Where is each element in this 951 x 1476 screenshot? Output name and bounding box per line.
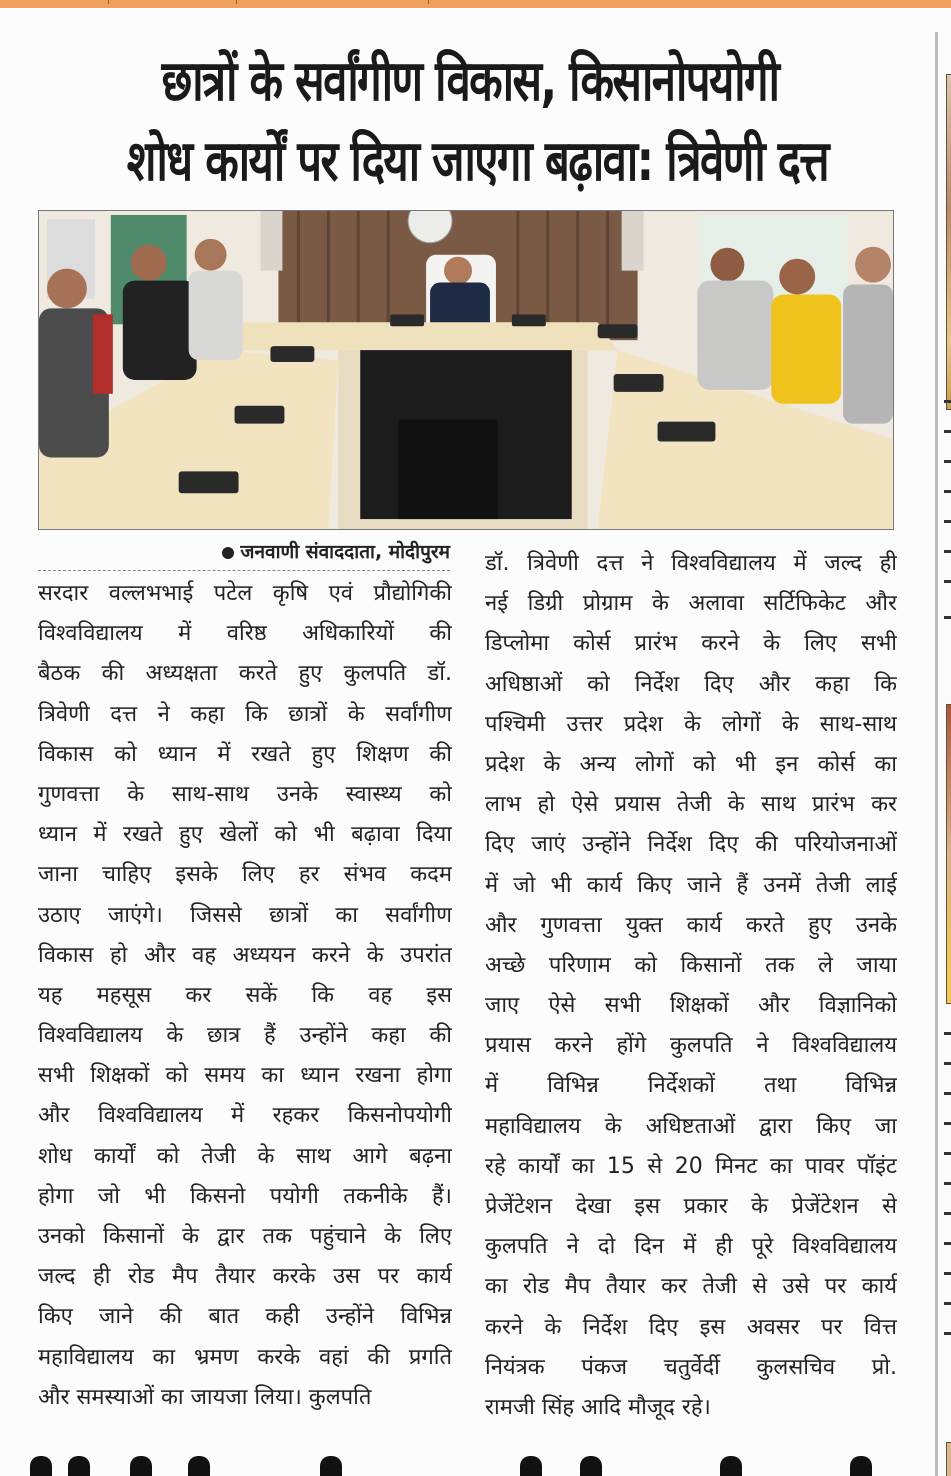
meeting-photo: [38, 210, 894, 530]
headline-line-2: शोध कार्यों पर दिया जाएगा बढ़ावा: त्रिवेणी दत्त: [126, 129, 829, 194]
article-text-line: सभी शिक्षकों को समय का ध्यान रखना होगा: [38, 1063, 452, 1089]
article-text-line: शोध कार्यों को तेजी के साथ आगे बढ़ना: [38, 1143, 452, 1169]
article-text-line: डिप्लोमा कोर्स प्रारंभ करने के लिए सभी: [485, 631, 897, 657]
article-text-line: डॉ. त्रिवेणी दत्त ने विश्वविद्यालय में जल्द ही: [485, 551, 897, 576]
meeting-photo-illustration: [39, 211, 893, 529]
article-text-line: गुणवत्ता के साथ-साथ उनके स्वास्थ्य को: [38, 781, 452, 807]
article-text-line: विकास हो और वह अध्ययन करने के उपरांत: [38, 942, 452, 968]
article-text-line: त्रिवेणी दत्त ने कहा कि छात्रों के सर्वांगीण: [38, 701, 452, 727]
article-text-line: प्रदेश के अन्य लोगों को भी इन कोर्स का: [485, 751, 897, 777]
article-text-line: नई डिग्री प्रोग्राम के अलावा सर्टिफिकेट और: [485, 591, 897, 617]
article-text-line: प्रेजेंटेशन देखा इस प्रकार के प्रेजेंटेशन से: [485, 1194, 897, 1219]
article-text-line: करने के निर्देश दिए इस अवसर पर वित्त: [485, 1314, 897, 1340]
article-text-line: पश्चिमी उत्तर प्रदेश के लोगों के साथ-साथ: [485, 711, 897, 737]
article-text-line: जाए ऐसे सभी शिक्षकों और विज्ञानिको: [485, 993, 897, 1019]
article-text-line: दिए जाएं उन्होंने निर्देश दिए की परियोजनाओं: [485, 832, 897, 858]
byline: [140, 538, 450, 566]
article-text-line: बैठक की अध्यक्षता करते हुए कुलपति डॉ.: [38, 661, 452, 687]
adjacent-article-sliver: [935, 32, 951, 1476]
article-text-line: किए जाने की बात कही उन्होंने विभिन्न: [38, 1304, 452, 1330]
article-column-left: [38, 574, 452, 1418]
article-text-line: में जो भी कार्य किए जाने हैं उनमें तेजी लाई: [485, 872, 897, 898]
next-headline-cutoff: [20, 1446, 900, 1476]
article-text-line: जाना चाहिए इसके लिए हर संभव कदम: [38, 862, 452, 888]
article-text-line: जल्द ही रोड मैप तैयार करके उस पर कार्य: [38, 1264, 452, 1290]
article-text-line: विकास को ध्यान में रखते हुए शिक्षण की: [38, 741, 452, 767]
article-text-line: विश्वविद्यालय में वरिष्ठ अधिकारियों की: [38, 621, 452, 647]
article-text-line: में विभिन्न निर्देशकों तथा विभिन्न: [485, 1073, 897, 1099]
article-text-line: विश्वविद्यालय के छात्र हैं उन्होंने कहा की: [38, 1023, 452, 1049]
byline-divider: [38, 570, 450, 571]
adjacent-photo: [946, 74, 951, 410]
article-text-line: और समस्याओं का जायजा लिया। कुलपति: [38, 1384, 372, 1410]
article-text-line: नियंत्रक पंकज चतुर्वेर्दी कुलसचिव प्रो.: [485, 1354, 897, 1380]
article-column-right: [485, 544, 897, 1428]
article-text-line: प्रयास करने होंगे कुलपति ने विश्वविद्यालय: [485, 1033, 897, 1059]
article-text-line: लाभ हो ऐसे प्रयास तेजी के साथ प्रारंभ कर: [485, 792, 897, 818]
strip-tick: [236, 0, 237, 4]
byline-text: जनवाणी संवाददाता, मोदीपुरम: [240, 541, 450, 563]
article-text-line: अधिष्ठाओं को निर्देश दिए और कहा कि: [485, 671, 897, 697]
article-text-line: और विश्वविद्यालय में रहकर किसनोपयोगी: [38, 1103, 452, 1129]
article-text-line: उठाए जाएंगे। जिससे छात्रों का सर्वांगीण: [38, 902, 452, 928]
article-text-line: यह महसूस कर सकें कि वह इस: [38, 982, 452, 1008]
article-text-line: महाविद्यालय का भ्रमण करके वहां की प्रगति: [38, 1344, 452, 1370]
article-text-line: महाविद्यालय के अधिष्टताओं द्वारा किए जा: [485, 1113, 897, 1139]
article-text-line: उनको किसानों के द्वार तक पहुंचाने के लिए: [38, 1224, 452, 1249]
article-text-line: रामजी सिंह आदि मौजूद रहे।: [485, 1394, 711, 1420]
strip-tick: [428, 0, 429, 4]
article-text-line: कुलपति ने दो दिन में ही पूरे विश्वविद्यालय: [485, 1234, 897, 1260]
page-header-strip: [0, 0, 951, 8]
headline-line-1: छात्रों के सर्वांगीण विकास, किसानोपयोगी: [161, 49, 779, 114]
article-text-line: अच्छे परिणाम को किसानों तक ले जाया: [485, 952, 897, 978]
article-text-line: और गुणवत्ता युक्त कार्य करते हुए उनके: [485, 912, 897, 938]
article-text-line: रहे कार्यों का 15 से 20 मिनट का पावर पॉइंट: [485, 1153, 897, 1179]
strip-tick: [108, 0, 109, 4]
article-text-line: सरदार वल्लभभाई पटेल कृषि एवं प्रौद्योगिकी: [38, 581, 452, 606]
article-text-line: होगा जो भी किसनो पयोगी तकनीके हैं।: [38, 1183, 452, 1209]
adjacent-photo: [946, 704, 951, 1004]
article-text-line: ध्यान में रखते हुए खेलों को भी बढ़ावा दिया: [38, 822, 452, 848]
bullet-icon: [222, 547, 234, 559]
article-headline: [126, 42, 829, 202]
adjacent-photo: [946, 1442, 951, 1476]
article-text-line: का रोड मैप तैयार कर तेजी से उसे पर कार्य: [485, 1274, 897, 1300]
